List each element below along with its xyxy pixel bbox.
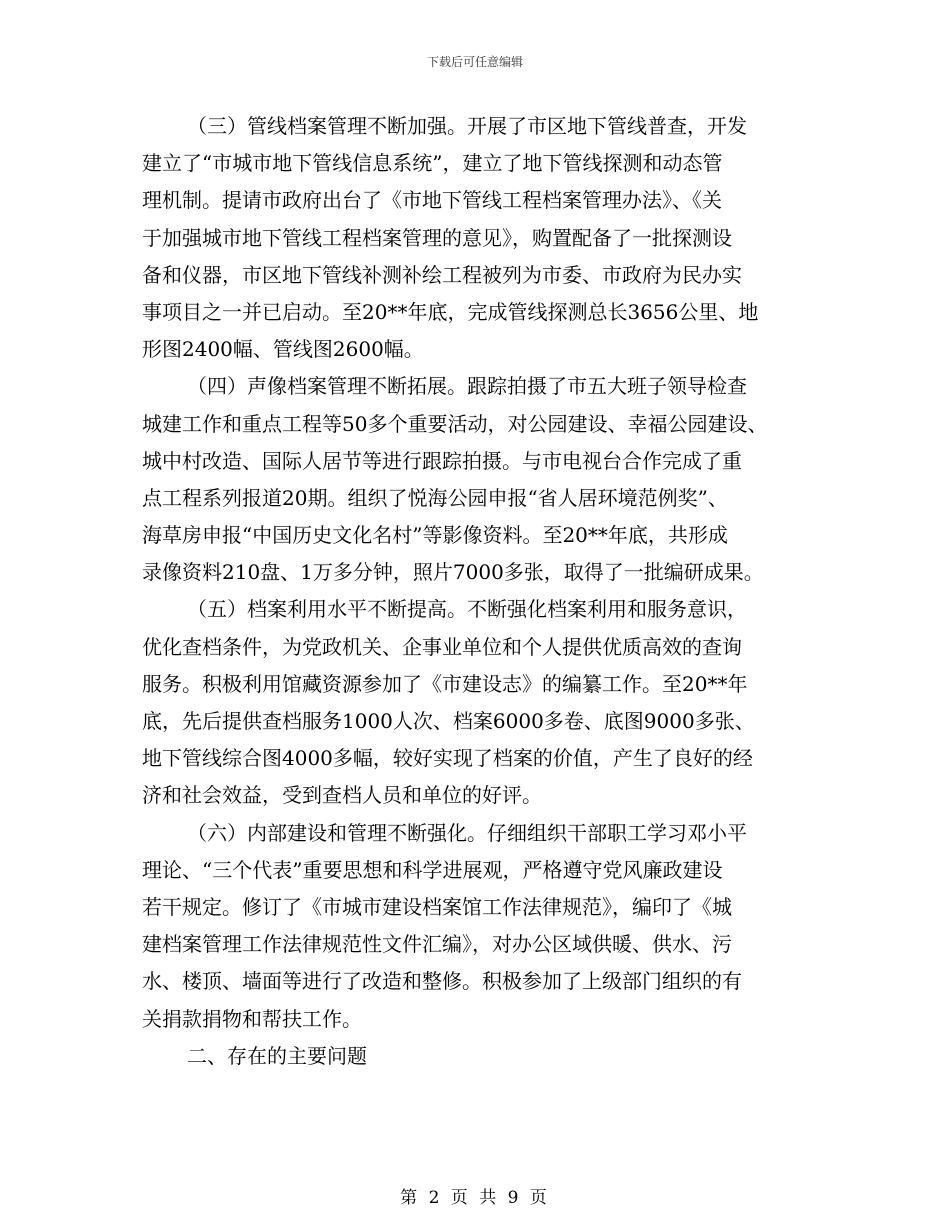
text-line: 底，先后提供查档服务1000人次、档案6000多卷、底图9000多张、 [142,709,755,733]
text-line: 建立了“市城市地下管线信息系统”，建立了地下管线探测和动态管 [142,151,723,176]
text-line: （六）内部建设和管理不断强化。仔细组织干部职工学习邓小平 [187,820,747,845]
paragraph [142,108,822,368]
text-line: 海草房申报“中国历史文化名村”等影像资料。至20**年底，共形成 [142,523,728,548]
text-line: 城建工作和重点工程等50多个重要活动，对公园建设、幸福公园建设、 [142,411,768,436]
text-line: （四）声像档案管理不断拓展。跟踪拍摄了市五大班子领导检查 [187,374,747,399]
page-footer: 第 2 页 共 9 页 [400,1188,550,1208]
text-line: 理机制。提请市政府出台了《市地下管线工程档案管理办法》、《关 [142,188,722,213]
text-line: 水、楼顶、墙面等进行了改造和整修。积极参加了上级部门组织的有 [142,969,742,994]
text-line: （三）管线档案管理不断加强。开展了市区地下管线普查，开发 [187,114,747,138]
text-line: 优化查档条件，为党政机关、企事业单位和个人提供优质高效的查询 [142,634,742,659]
text-line: 理论、“三个代表”重要思想和科学进展观，严格遵守党风廉政建设 [142,857,723,882]
paragraph [142,591,822,814]
text-line: 备和仪器，市区地下管线补测补绘工程被列为市委、市政府为民办实 [142,262,742,287]
text-line: 关捐款捐物和帮扶工作。 [142,1006,362,1031]
page-header: 下载后可任意编辑 [426,55,523,69]
paragraph [142,1038,822,1075]
text-line: 事项目之一并已启动。至20**年底，完成管线探测总长3656公里、地 [142,299,759,324]
text-line: 于加强城市地下管线工程档案管理的意见》，购置配备了一批探测设 [142,225,732,250]
paragraph [142,815,822,1038]
text-line: （五）档案利用水平不断提高。不断强化档案利用和服务意识， [187,597,747,622]
text-line: 形图2400幅、管线图2600幅。 [142,337,424,362]
text-line: 建档案管理工作法律规范性文件汇编》，对办公区域供暖、供水、污 [142,932,732,957]
text-line: 地下管线综合图4000多幅，较好实现了档案的价值，产生了良好的经 [142,746,753,771]
text-line: 点工程系列报道20期。组织了悦海公园申报“省人居环境范例奖”、 [142,485,728,510]
text-line: 二、存在的主要问题 [187,1043,367,1068]
paragraph [142,368,822,591]
text-line: 若干规定。修订了《市城市建设档案馆工作法律规范》，编印了《城 [142,894,732,919]
document-body [142,108,822,1075]
text-line: 城中村改造、国际人居节等进行跟踪拍摄。与市电视台合作完成了重 [142,448,742,473]
text-line: 录像资料210盘、1万多分钟，照片7000多张，取得了一批编研成果。 [142,560,764,585]
text-line: 济和社会效益，受到查档人员和单位的好评。 [142,783,542,808]
text-line: 服务。积极利用馆藏资源参加了《市建设志》的编纂工作。至20**年 [142,671,748,696]
